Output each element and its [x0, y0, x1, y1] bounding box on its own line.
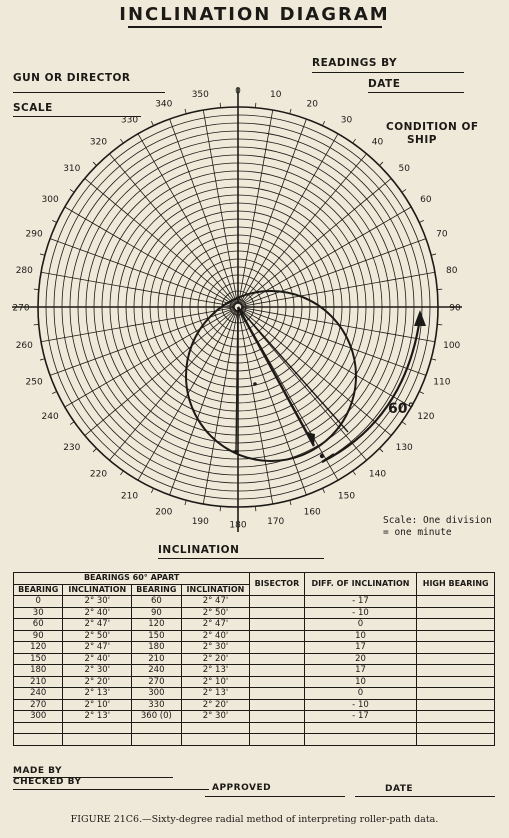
- table-cell: 60: [14, 619, 63, 631]
- table-cell: [417, 630, 495, 642]
- table-cell: 240: [132, 665, 181, 677]
- table-cell: 2° 30': [181, 711, 250, 723]
- tick-mark: [185, 500, 186, 505]
- tick-mark: [402, 189, 406, 192]
- table-cell: [417, 699, 495, 711]
- bearing-label: 0: [235, 86, 241, 97]
- table-cell: [417, 619, 495, 631]
- bearing-label: 10: [269, 89, 282, 100]
- bearing-label: 300: [41, 195, 59, 205]
- table-cell: [417, 722, 495, 734]
- bearing-label: 50: [398, 164, 410, 174]
- header-inclination-1: INCLINATION: [63, 584, 132, 596]
- table-cell: [250, 596, 304, 608]
- table-cell: [417, 642, 495, 654]
- bearing-label: 230: [63, 443, 81, 453]
- table-row: [14, 699, 495, 711]
- table-cell: [250, 699, 304, 711]
- table-cell: 2° 47': [63, 619, 132, 631]
- bearing-label: 280: [15, 265, 33, 276]
- table-cell: 2° 13': [63, 711, 132, 723]
- table-cell: [250, 619, 304, 631]
- table-cell: 2° 40': [63, 607, 132, 619]
- table-cell: 2° 30': [63, 665, 132, 677]
- bearing-label: 270: [12, 303, 30, 314]
- tick-mark: [353, 471, 356, 475]
- table-row: [14, 665, 495, 677]
- table-cell: [304, 734, 417, 746]
- table-cell: [250, 676, 304, 688]
- table-cell: [63, 722, 132, 734]
- made-by-label: MADE BY: [13, 766, 63, 776]
- table-cell: 300: [14, 711, 63, 723]
- table-cell: 30: [14, 607, 63, 619]
- readings-by-label: READINGS BY: [312, 57, 398, 69]
- bearing-label: 260: [15, 341, 33, 352]
- bearing-label: 190: [191, 517, 209, 528]
- tick-mark: [40, 254, 45, 255]
- table-cell: [14, 734, 63, 746]
- tick-mark: [70, 422, 74, 425]
- header-inclination-2: INCLINATION: [181, 584, 250, 596]
- radial-arrow-1: [238, 307, 314, 446]
- table-cell: 0: [14, 596, 63, 608]
- plotted-curve: [186, 291, 356, 461]
- table-cell: 10: [304, 630, 417, 642]
- bearing-label: 130: [395, 443, 413, 453]
- table-cell: 2° 13': [181, 688, 250, 700]
- table-body: [14, 596, 495, 746]
- table-cell: 2° 10': [181, 676, 250, 688]
- figure-caption: FIGURE 21C6.—Sixty-degree radial method of interpreting roller-path data.: [70, 814, 439, 825]
- bearing-label: 120: [417, 412, 435, 422]
- header-diff-inclination: DIFF. OF INCLINATION: [304, 573, 417, 596]
- arrow-head-1: [305, 432, 315, 446]
- bearing-label: 30: [340, 115, 353, 126]
- table-cell: [417, 676, 495, 688]
- table-cell: 360 (0): [132, 711, 181, 723]
- table-cell: 2° 47': [181, 619, 250, 631]
- table-row: [14, 596, 495, 608]
- inclination-table: [13, 572, 495, 746]
- table-cell: 2° 13': [181, 665, 250, 677]
- bearing-label: 150: [337, 491, 356, 502]
- header-bearing-2: BEARING: [132, 584, 181, 596]
- table-cell: 2° 20': [181, 653, 250, 665]
- table-cell: 210: [132, 653, 181, 665]
- table-cell: [417, 734, 495, 746]
- table-row: [14, 653, 495, 665]
- tick-mark: [431, 254, 436, 255]
- table-cell: 2° 47': [181, 596, 250, 608]
- bearing-label: 220: [89, 469, 108, 480]
- table-cell: 2° 50': [181, 607, 250, 619]
- bearing-label: 250: [25, 377, 43, 388]
- table-row: [14, 619, 495, 631]
- table-cell: 0: [304, 688, 417, 700]
- table-cell: 2° 20': [63, 676, 132, 688]
- table-cell: - 17: [304, 711, 417, 723]
- table-row: [14, 642, 495, 654]
- table-cell: [250, 607, 304, 619]
- table-cell: [181, 722, 250, 734]
- tick-mark: [151, 488, 153, 493]
- table-cell: 2° 30': [63, 596, 132, 608]
- tick-mark: [419, 220, 424, 222]
- table-cell: [132, 734, 181, 746]
- tick-mark: [290, 500, 291, 505]
- table-cell: [417, 607, 495, 619]
- bearing-label: 110: [433, 377, 451, 388]
- tick-mark: [419, 392, 424, 394]
- tick-mark: [93, 162, 97, 166]
- table-cell: - 10: [304, 699, 417, 711]
- tick-mark: [52, 220, 57, 222]
- table-cell: [417, 711, 495, 723]
- table-cell: 90: [132, 607, 181, 619]
- tick-mark: [120, 471, 123, 475]
- tick-mark: [323, 121, 325, 126]
- ship-label: SHIP: [407, 134, 437, 146]
- table-row: [14, 722, 495, 734]
- tick-mark: [402, 422, 406, 425]
- table-cell: [417, 688, 495, 700]
- table-cell: 2° 40': [181, 630, 250, 642]
- table-cell: 60: [132, 596, 181, 608]
- table-cell: 120: [14, 642, 63, 654]
- table-cell: [250, 653, 304, 665]
- table-cell: [250, 630, 304, 642]
- table-cell: 270: [132, 676, 181, 688]
- approved-label: APPROVED: [212, 783, 272, 793]
- bearing-label: 70: [436, 229, 448, 240]
- table-row: [14, 676, 495, 688]
- table-cell: [181, 734, 250, 746]
- table-row: [14, 734, 495, 746]
- table-cell: 150: [132, 630, 181, 642]
- table-cell: [250, 722, 304, 734]
- table-cell: [14, 722, 63, 734]
- bearing-label: 160: [303, 507, 321, 518]
- tick-mark: [379, 448, 383, 452]
- table-cell: 120: [132, 619, 181, 631]
- bearing-label: 100: [443, 341, 461, 352]
- table-cell: 180: [132, 642, 181, 654]
- table-cell: 2° 13': [63, 688, 132, 700]
- table-cell: 210: [14, 676, 63, 688]
- table-cell: 2° 30': [181, 642, 250, 654]
- table-cell: - 10: [304, 607, 417, 619]
- bearing-label: 210: [120, 491, 139, 502]
- checked-by-label: CHECKED BY: [13, 777, 82, 787]
- tick-mark: [151, 121, 153, 126]
- table-cell: 240: [14, 688, 63, 700]
- bearing-label: 170: [267, 517, 285, 528]
- bearing-label: 330: [120, 115, 139, 126]
- footer-date-label: DATE: [385, 784, 414, 794]
- bearing-label: 290: [25, 229, 43, 240]
- approved-field[interactable]: [205, 796, 345, 797]
- scale-label: SCALE: [13, 102, 53, 114]
- bearing-label: 310: [63, 164, 81, 174]
- bearing-label: 320: [89, 137, 108, 148]
- table-cell: [417, 665, 495, 677]
- point-marker: [234, 450, 238, 454]
- table-cell: 2° 40': [63, 653, 132, 665]
- tick-mark: [40, 359, 45, 360]
- table-cell: 0: [304, 619, 417, 631]
- table-cell: 2° 47': [63, 642, 132, 654]
- tick-mark: [431, 359, 436, 360]
- date-label: DATE: [368, 78, 401, 90]
- tick-mark: [70, 189, 74, 192]
- table-cell: 2° 50': [63, 630, 132, 642]
- table-cell: [250, 688, 304, 700]
- bearing-label: 350: [191, 89, 209, 100]
- bearing-label: 90: [449, 303, 461, 314]
- table-cell: 150: [14, 653, 63, 665]
- table-cell: 2° 10': [63, 699, 132, 711]
- bearing-label: 80: [445, 265, 458, 276]
- inclination-heading: INCLINATION: [158, 544, 240, 556]
- table-cell: [250, 711, 304, 723]
- table-cell: 270: [14, 699, 63, 711]
- page-title: INCLINATION DIAGRAM: [119, 4, 390, 25]
- inclination-heading-line: [158, 558, 324, 559]
- table-cell: [417, 596, 495, 608]
- scale-note-1: Scale: One division: [383, 515, 492, 526]
- gun-or-director-label: GUN OR DIRECTOR: [13, 72, 131, 84]
- tick-mark: [120, 139, 123, 143]
- table-cell: 90: [14, 630, 63, 642]
- bearing-label: 140: [368, 469, 387, 480]
- point-marker: [320, 454, 324, 458]
- table-cell: [250, 734, 304, 746]
- table-cell: [304, 722, 417, 734]
- bearing-label: 240: [41, 412, 59, 422]
- bearing-label: 40: [371, 137, 384, 148]
- bearing-label: 180: [229, 520, 247, 531]
- header-high-bearing: HIGH BEARING: [417, 573, 495, 596]
- table-cell: [63, 734, 132, 746]
- table-row: [14, 688, 495, 700]
- tick-mark: [290, 109, 291, 114]
- table-cell: 17: [304, 642, 417, 654]
- table-cell: 20: [304, 653, 417, 665]
- tick-mark: [323, 488, 325, 493]
- bearing-label: 60: [420, 195, 432, 205]
- tick-mark: [379, 162, 383, 166]
- table-row: [14, 630, 495, 642]
- table-cell: [417, 653, 495, 665]
- tick-mark: [93, 448, 97, 452]
- bearing-label: 200: [155, 507, 173, 518]
- checked-by-field[interactable]: [13, 789, 209, 790]
- sixty-degree-label: 60°: [388, 401, 415, 417]
- bearing-label: 20: [306, 99, 318, 110]
- table-cell: [250, 642, 304, 654]
- bearings-group-header: BEARINGS 60° APART: [14, 573, 250, 585]
- table-cell: [132, 722, 181, 734]
- table-cell: 17: [304, 665, 417, 677]
- table-row: [14, 607, 495, 619]
- table-row: [14, 711, 495, 723]
- table-cell: 330: [132, 699, 181, 711]
- table-cell: 180: [14, 665, 63, 677]
- table-cell: 2° 20': [181, 699, 250, 711]
- condition-of-label: CONDITION OF: [386, 121, 479, 133]
- table-cell: - 17: [304, 596, 417, 608]
- header-bisector: BISECTOR: [250, 573, 304, 596]
- footer-date-field[interactable]: [355, 796, 495, 797]
- bearing-label: 340: [155, 99, 173, 110]
- table-cell: 10: [304, 676, 417, 688]
- table-cell: 300: [132, 688, 181, 700]
- tick-mark: [353, 139, 356, 143]
- tick-mark: [52, 392, 57, 394]
- table-cell: [250, 665, 304, 677]
- tick-mark: [185, 109, 186, 114]
- header-bearing-1: BEARING: [14, 584, 63, 596]
- arc-arrow-head: [414, 310, 426, 326]
- scale-note-2: = one minute: [383, 527, 452, 538]
- point-marker: [253, 382, 257, 386]
